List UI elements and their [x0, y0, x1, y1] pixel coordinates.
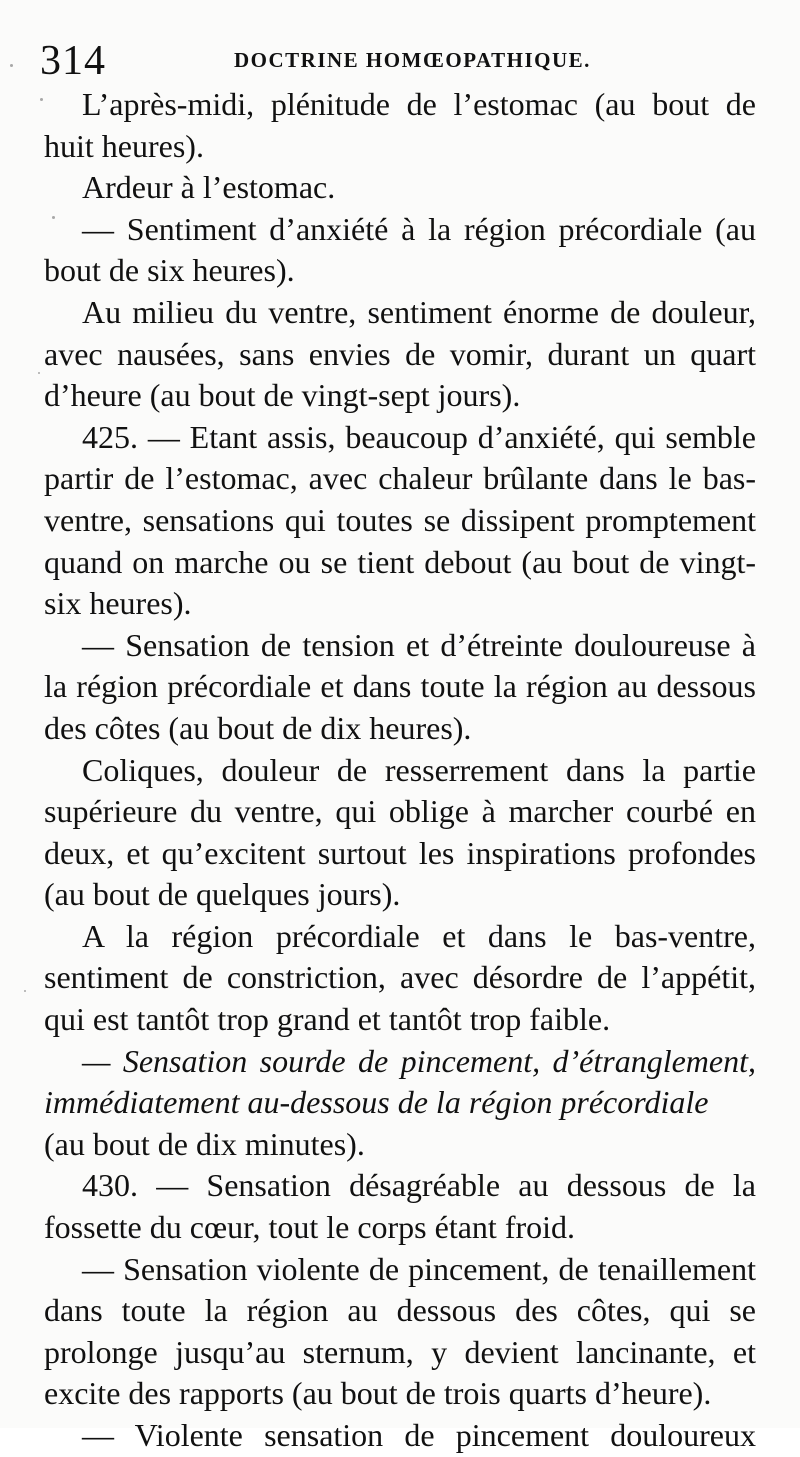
paragraph: Coliques, douleur de resserrement dans la partie supérieure du ventre, qui oblige à marcher courbé en deux, et qu’excitent surtout les inspirations profondes (au bout de quelques jours).: [44, 751, 756, 913]
body-text: [44, 84, 756, 1457]
paragraph: — Sensation violente de pincement, de tenaillement dans toute la région au dessous des côtes, qui se prolonge jusqu’au sternum, y devient lancinante, et excite des rapports (au bout de trois quarts d’heure).: [44, 1250, 756, 1412]
page-number: 314: [40, 38, 106, 84]
paragraph: 425. — Etant assis, beaucoup d’anxiété, qui semble partir de l’estomac, avec chaleur brûlante dans le bas-ventre, sensations qui toutes se dissipent promptement quand on marche ou se tient debout (au bout de vingt-six heures).: [44, 418, 756, 622]
paragraph: — Sentiment d’anxiété à la région précordiale (au bout de six heures).: [44, 210, 756, 289]
paper-speck: [38, 372, 40, 374]
paper-speck: [40, 98, 43, 101]
paper-speck: [52, 216, 55, 219]
page-header: [40, 36, 760, 86]
paragraph: Au milieu du ventre, sentiment énorme de douleur, avec nausées, sans envies de vomir, durant un quart d’heure (au bout de vingt-sept jours).: [44, 293, 756, 414]
paper-speck: [24, 990, 26, 992]
paragraph-continuation: (au bout de dix minutes).: [44, 1125, 365, 1162]
paragraph-italic: — Sensation sourde de pincement, d’étranglement, immédiatement au-dessous de la région précordiale: [44, 1042, 756, 1121]
paragraph: 430. — Sensation désagréable au dessous de la fossette du cœur, tout le corps étant froid.: [44, 1167, 756, 1246]
running-head: DOCTRINE HOMŒOPATHIQUE.: [234, 48, 591, 72]
paragraph: — Violente sensation de pincement douloureux: [82, 1417, 756, 1453]
paragraph: Ardeur à l’estomac.: [82, 169, 336, 206]
paper-speck: [10, 64, 13, 67]
paragraph: — Sensation de tension et d’étreinte douloureuse à la région précordiale et dans toute la région au dessous des côtes (au bout de dix heures).: [44, 626, 756, 746]
paragraph: L’après-midi, plénitude de l’estomac (au bout de huit heures).: [44, 86, 756, 164]
paragraph: A la région précordiale et dans le bas-ventre, sentiment de constriction, avec désordre de l’appétit, qui est tantôt trop grand et tantôt trop faible.: [44, 917, 756, 1038]
